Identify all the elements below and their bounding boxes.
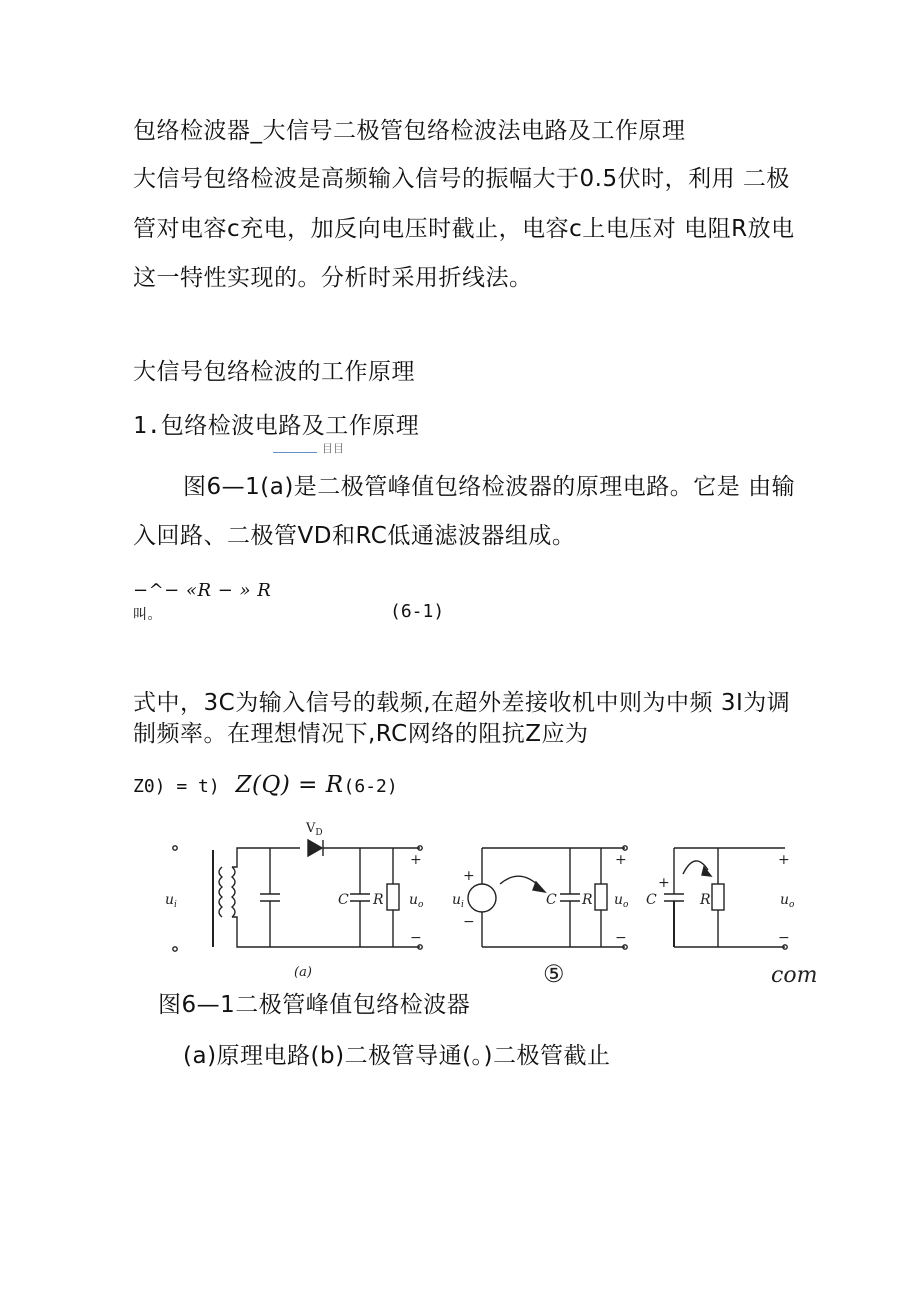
diode-icon [308, 840, 322, 856]
label-figure-b: ⑤ [543, 960, 565, 988]
formula2-mid: Z(Q) = R [235, 772, 344, 798]
resistor-icon-a [387, 884, 399, 910]
svg-text:uo: $u_o$ [409, 892, 424, 910]
label-r-b: R [582, 892, 593, 908]
subsection-text: 包络检波电路及工作原理 [160, 413, 420, 439]
para1-line1: 大信号包络检波是高频输入信号的振幅大于0.5伏时，利用 二极 [133, 166, 790, 192]
label-r-a: R [373, 892, 384, 908]
label-figure-a: (a) [294, 965, 312, 980]
subsection-number: 1. [133, 413, 161, 439]
label-ui-b: u [452, 892, 462, 908]
label-minus-a: − [410, 930, 422, 946]
formula1-top: −^− «R − » R [133, 580, 272, 601]
label-uo-c: u [780, 892, 790, 908]
formula1-bottom: 叫。 [133, 607, 162, 623]
voltage-source-icon [468, 884, 496, 912]
svg-text:uo: $u_o$ [614, 892, 629, 910]
label-minus-b: − [615, 930, 627, 946]
terminal-bottom-a [173, 947, 177, 951]
figure-caption: 图6—1二极管峰值包络检波器 [158, 992, 471, 1018]
svg-text:uo: $u_o$ [780, 892, 795, 910]
svg-text:ui: $u_i$ [452, 892, 464, 910]
label-minus-b-src: − [463, 914, 475, 930]
label-vd: V [306, 821, 316, 836]
label-c-a: C [338, 892, 349, 908]
section-heading: 大信号包络检波的工作原理 [133, 359, 415, 385]
figure-subcaption: (a)原理电路(b)二极管导通(。)二极管截止 [183, 1043, 611, 1069]
label-r-c: R [700, 892, 711, 908]
para3-line2: 制频率。在理想情况下,RC网络的阻抗Z应为 [133, 721, 589, 747]
label-uo-a: u [409, 892, 419, 908]
formula2-left: Z0) = t) [133, 776, 220, 797]
formula1-number: (6-1) [390, 601, 445, 622]
document-title: 包络检波器_大信号二极管包络检波法电路及工作原理 [133, 118, 686, 144]
secondary-coil-icon [232, 867, 235, 917]
label-plus-b-src: + [463, 868, 475, 884]
primary-coil-icon [219, 867, 222, 917]
formula2 [133, 768, 398, 804]
label-com: com [771, 963, 818, 988]
resistor-icon-b [595, 884, 607, 910]
sub-link-underline [273, 440, 317, 453]
para1-line3: 这一特性实现的。分析时采用折线法。 [133, 265, 533, 291]
label-c-b: C [546, 892, 557, 908]
sub-mark: 目目 [322, 442, 344, 455]
svg-text:VD: $V_D$ [306, 821, 323, 838]
svg-text:ui: $u_i$ [165, 892, 177, 910]
circuit-figure [0, 812, 920, 992]
label-ui-a: u [165, 892, 175, 908]
para2-line2: 入回路、二极管VD和RC低通滤波器组成。 [133, 523, 576, 549]
label-uo-b: u [614, 892, 624, 908]
label-plus-b: + [615, 852, 627, 868]
label-c-c: C [646, 892, 657, 908]
terminal-top-a [173, 846, 177, 850]
para1-line2: 管对电容c充电，加反向电压时截止，电容c上电压对 电阻R放电 [133, 216, 795, 242]
label-plus-c: + [658, 875, 670, 891]
para3-line1: 式中，3C为输入信号的载频,在超外差接收机中则为中频 3I为调 [133, 690, 791, 716]
resistor-icon-c [712, 884, 724, 910]
label-minus-c: − [778, 930, 790, 946]
formula2-number: (6-2) [343, 776, 398, 797]
label-plus-a: + [410, 852, 422, 868]
para2-line1: 图6—1(a)是二极管峰值包络检波器的原理电路。它是 由输 [183, 474, 796, 500]
subsection-heading [133, 409, 419, 443]
label-plus-c-right: + [778, 852, 790, 868]
